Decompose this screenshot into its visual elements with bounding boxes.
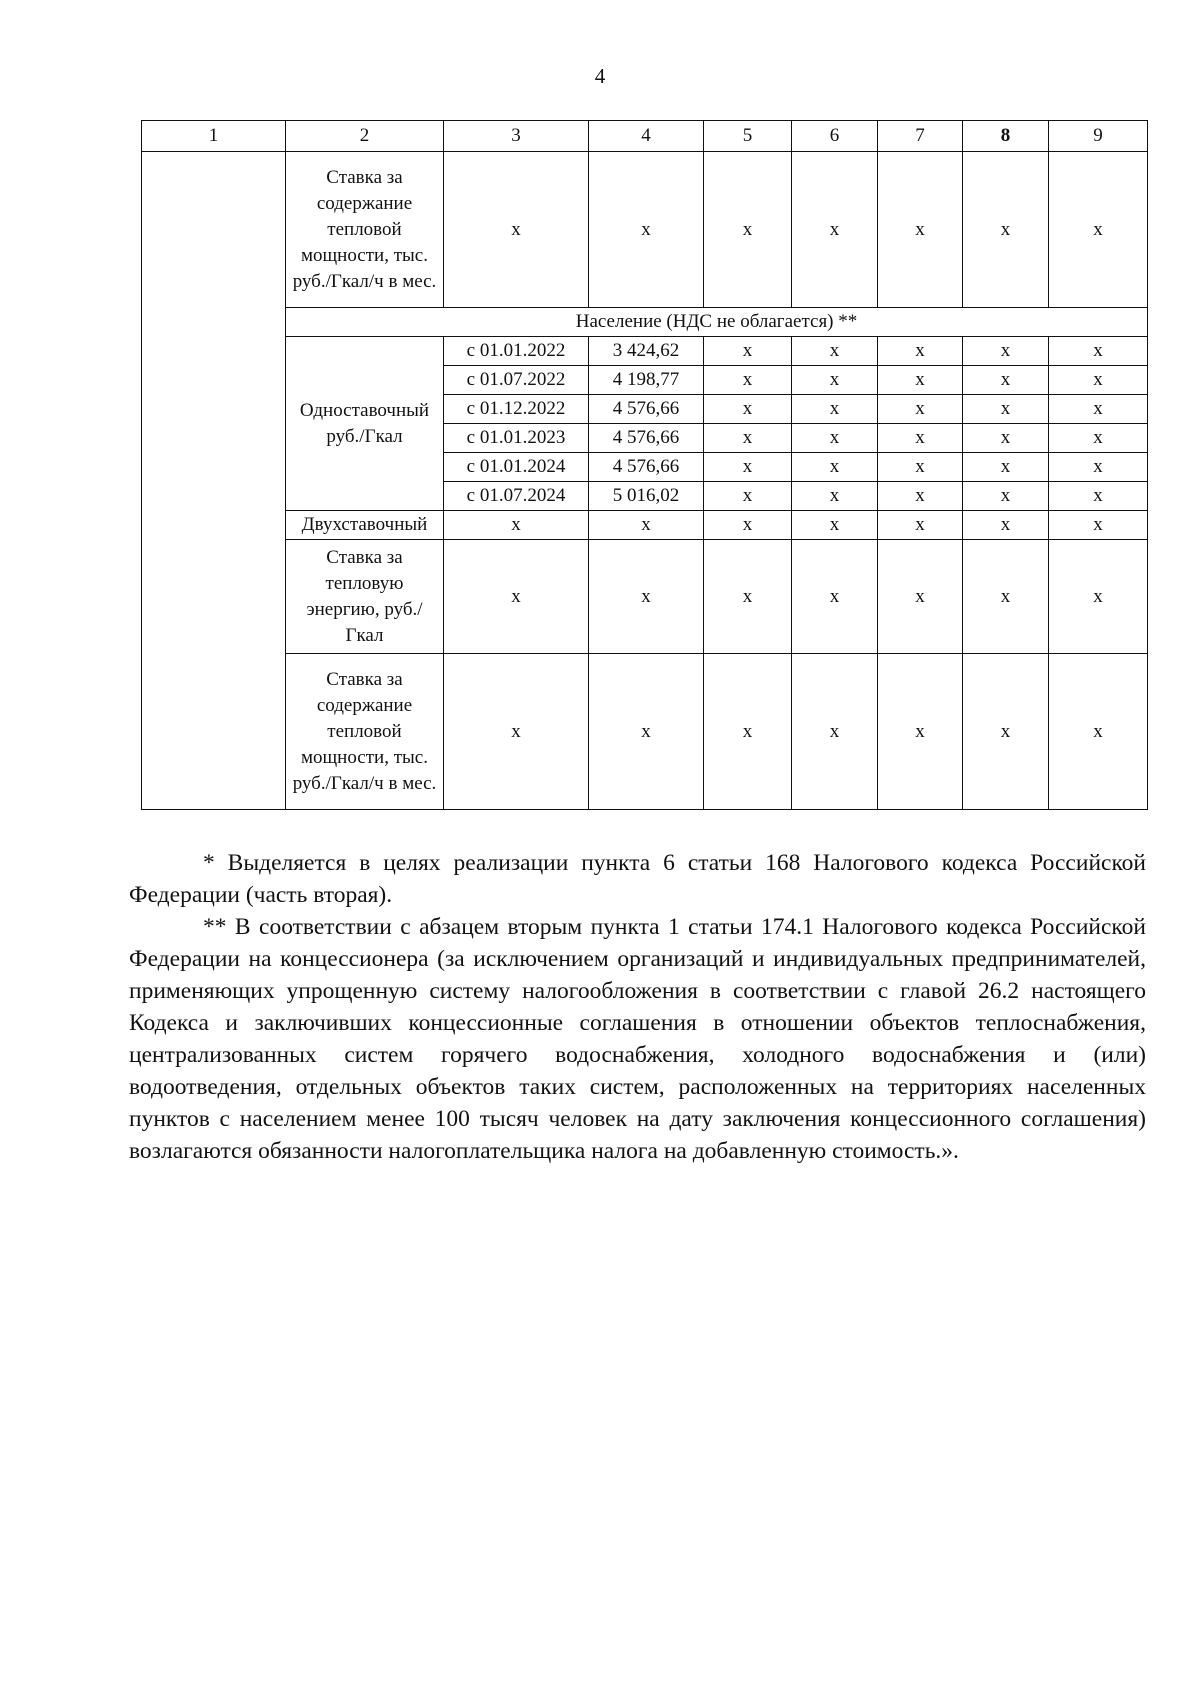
table-cell: х [792,337,878,366]
table-cell: х [963,482,1049,511]
table-cell: х [704,366,792,395]
table-cell: х [704,482,792,511]
table-cell: х [1049,482,1148,511]
section-header-row [142,308,1148,337]
tariff-table [141,120,1148,810]
table-cell: х [444,654,589,810]
table-cell: х [704,395,792,424]
table-cell: х [963,395,1049,424]
table-cell: х [444,152,589,308]
table-cell: х [792,453,878,482]
column-number: 1 [142,121,286,152]
empty-first-column-cell [142,152,286,810]
energy-rate-row [142,540,1148,654]
rate-value: 4 576,66 [589,424,704,453]
table-cell: х [792,152,878,308]
table-cell: х [704,540,792,654]
column-number: 6 [792,121,878,152]
table-cell: х [878,482,963,511]
column-number-row [142,121,1148,152]
table-cell: х [878,395,963,424]
table-cell: х [589,152,704,308]
table-cell: х [1049,511,1148,540]
two-rate-row [142,511,1148,540]
table-cell: х [792,540,878,654]
table-cell: х [589,654,704,810]
energy-rate-label: Ставка за тепловую энергию, руб./Гкал [286,540,444,654]
rate-value: 4 198,77 [589,366,704,395]
capacity-rate-row [142,152,1148,308]
table-cell: х [704,654,792,810]
table-cell: х [792,482,878,511]
capacity-rate-label: Ставка за содержание тепловой мощности, тыс. руб./Гкал/ч в мес. [286,654,444,810]
table-cell: х [1049,366,1148,395]
column-number: 2 [286,121,444,152]
table-cell: х [878,453,963,482]
table-cell: х [878,366,963,395]
rate-date: с 01.01.2024 [444,453,589,482]
table-cell: х [1049,152,1148,308]
table-cell: х [444,511,589,540]
capacity-rate-row [142,654,1148,810]
table-cell: х [963,540,1049,654]
column-number: 3 [444,121,589,152]
table-cell: х [1049,395,1148,424]
single-rate-label: Одноставочный руб./Гкал [286,337,444,511]
table-cell: х [792,424,878,453]
column-number: 9 [1049,121,1148,152]
rate-value: 3 424,62 [589,337,704,366]
table-cell: х [963,654,1049,810]
column-number: 8 [963,121,1049,152]
rate-date: с 01.01.2022 [444,337,589,366]
table-cell: х [963,511,1049,540]
page-number: 4 [594,64,606,88]
rate-date: с 01.07.2022 [444,366,589,395]
table-cell: х [878,152,963,308]
table-cell: х [792,654,878,810]
table-cell: х [1049,424,1148,453]
table-cell: х [792,366,878,395]
footnote-vat-allocation: * Выделяется в целях реализации пункта 6 статьи 168 Налогового кодекса Российской Федерации (часть вторая). [129,850,1146,908]
table-cell: х [1049,337,1148,366]
table-cell: х [1049,654,1148,810]
table-cell: х [878,654,963,810]
table-cell: х [704,337,792,366]
section-population-header: Население (НДС не облагается) ** [286,308,1148,337]
table-cell: х [704,424,792,453]
table-cell: х [878,511,963,540]
table-cell: х [589,540,704,654]
table-cell: х [963,366,1049,395]
table-cell: х [878,337,963,366]
table-cell: х [589,511,704,540]
table-cell: х [963,453,1049,482]
table-cell: х [963,337,1049,366]
table-cell: х [704,152,792,308]
two-rate-label: Двухставочный [286,511,444,540]
capacity-rate-label: Ставка за содержание тепловой мощности, тыс. руб./Гкал/ч в мес. [286,152,444,308]
column-number: 5 [704,121,792,152]
column-number: 4 [589,121,704,152]
rate-date: с 01.07.2024 [444,482,589,511]
rate-value: 4 576,66 [589,395,704,424]
rate-value: 4 576,66 [589,453,704,482]
table-cell: х [792,511,878,540]
rate-date: с 01.01.2023 [444,424,589,453]
table-cell: х [704,511,792,540]
footnotes [129,847,1146,1167]
table-cell: х [444,540,589,654]
footnote-concessionaire: ** В соответствии с абзацем вторым пункта 1 статьи 174.1 Налогового кодекса Российской Федерации на концессионера (за исключением организаций и индивидуальных предпринимателей, применяющих упрощенную систему налогообложения в соответствии с главой 26.2 настоящего Кодекса и заключивших концессионные соглашения в отношении объектов теплоснабжения, централизованных систем горячего водоснабжения, холодного водоснабжения и (или) водоотведения, отдельных объектов таких систем, расположенных на территориях населенных пунктов с населением менее 100 тысяч человек на дату заключения концессионного соглашения) возлагаются обязанности налогоплательщика налога на добавленную стоимость.». [129,914,1146,1164]
single-rate-row [142,337,1148,366]
rate-date: с 01.12.2022 [444,395,589,424]
table-cell: х [792,395,878,424]
table-cell: х [963,152,1049,308]
column-number: 7 [878,121,963,152]
table-cell: х [1049,540,1148,654]
table-cell: х [878,424,963,453]
table-cell: х [963,424,1049,453]
rate-value: 5 016,02 [589,482,704,511]
table-cell: х [878,540,963,654]
table-cell: х [1049,453,1148,482]
table-cell: х [704,453,792,482]
